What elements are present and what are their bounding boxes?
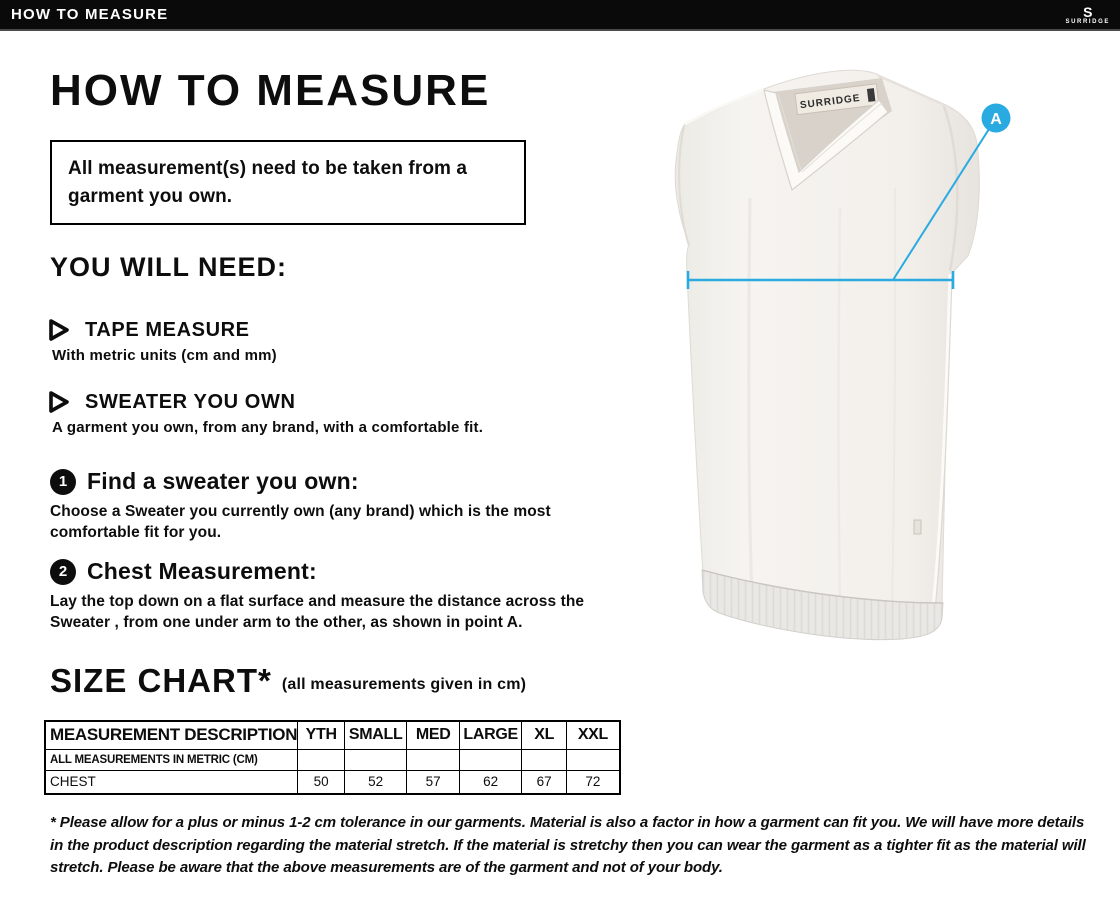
col-header-small: SMALL <box>345 721 407 749</box>
top-bar <box>0 0 1120 31</box>
size-chart-subtitle: (all measurements given in cm) <box>281 676 527 693</box>
note-text: All measurement(s) need to be taken from a garment you own. <box>68 158 468 207</box>
col-header-xxl: XXL <box>567 721 620 749</box>
need-item-tape-measure <box>48 318 277 364</box>
need-item-description: A garment you own, from any brand, with a comfortable fit. <box>52 419 484 436</box>
chest-xxl: 72 <box>567 770 620 794</box>
step-title: Find a sweater you own: <box>87 468 359 494</box>
step-title: Chest Measurement: <box>87 558 317 584</box>
garment-figure <box>630 58 1120 670</box>
need-item-label: TAPE MEASURE <box>85 318 250 341</box>
col-header-measurement-description: MEASUREMENT DESCRIPTION <box>45 721 298 749</box>
chest-med: 57 <box>407 770 460 794</box>
side-size-tab <box>914 520 921 534</box>
col-header-large: LARGE <box>460 721 522 749</box>
step-number-badge: 1 <box>50 469 76 495</box>
table-row-chest <box>45 770 620 794</box>
chest-yth: 50 <box>298 770 345 794</box>
col-header-yth: YTH <box>298 721 345 749</box>
chest-small: 52 <box>345 770 407 794</box>
step-description: Lay the top down on a flat surface and measure the distance across the Sweater , from one under arm to the other, as shown in point A. <box>50 593 585 631</box>
col-header-xl: XL <box>522 721 567 749</box>
col-header-med: MED <box>407 721 460 749</box>
triangle-bullet-icon <box>48 390 70 414</box>
triangle-bullet-icon <box>48 318 70 342</box>
surridge-wordmark: SURRIDGE <box>1065 19 1110 25</box>
point-a-label: A <box>990 111 1002 128</box>
row-label: CHEST <box>45 770 298 794</box>
surridge-s-mark: S <box>1083 4 1093 20</box>
chest-xl: 67 <box>522 770 567 794</box>
table-row-metric-note <box>45 749 620 770</box>
step-description: Choose a Sweater you currently own (any brand) which is the most comfortable fit for you. <box>50 503 551 541</box>
step-number-badge: 2 <box>50 559 76 585</box>
surridge-logo <box>1066 6 1110 25</box>
neck-label-text: SURRIDGE <box>799 92 862 112</box>
you-will-need-heading: YOU WILL NEED: <box>50 252 288 282</box>
size-chart-table <box>44 720 621 795</box>
garment-diagram <box>630 58 1120 670</box>
step-2 <box>50 558 595 634</box>
row-label: ALL MEASUREMENTS IN METRIC (CM) <box>45 749 298 770</box>
size-chart-heading-row <box>50 664 526 697</box>
note-box <box>50 140 526 225</box>
top-bar-title: HOW TO MEASURE <box>11 6 169 23</box>
need-item-label: SWEATER YOU OWN <box>85 390 296 413</box>
need-item-sweater <box>48 390 483 436</box>
tolerance-footnote: * Please allow for a plus or minus 1-2 cm tolerance in our garments. Material is also a factor in how a garment can fit you. We will have more details in the product description regarding the material stretch. If the material is stretchy then you can wear the garment as a tighter fit as the material will stretch. Please be aware that the above measurements are of the garment and not of your body. <box>50 814 1086 876</box>
size-chart-title: SIZE CHART* <box>50 662 272 699</box>
need-item-description: With metric units (cm and mm) <box>52 347 277 364</box>
chest-large: 62 <box>460 770 522 794</box>
step-1 <box>50 468 595 544</box>
page-title: HOW TO MEASURE <box>50 66 491 115</box>
table-header-row <box>45 721 620 749</box>
